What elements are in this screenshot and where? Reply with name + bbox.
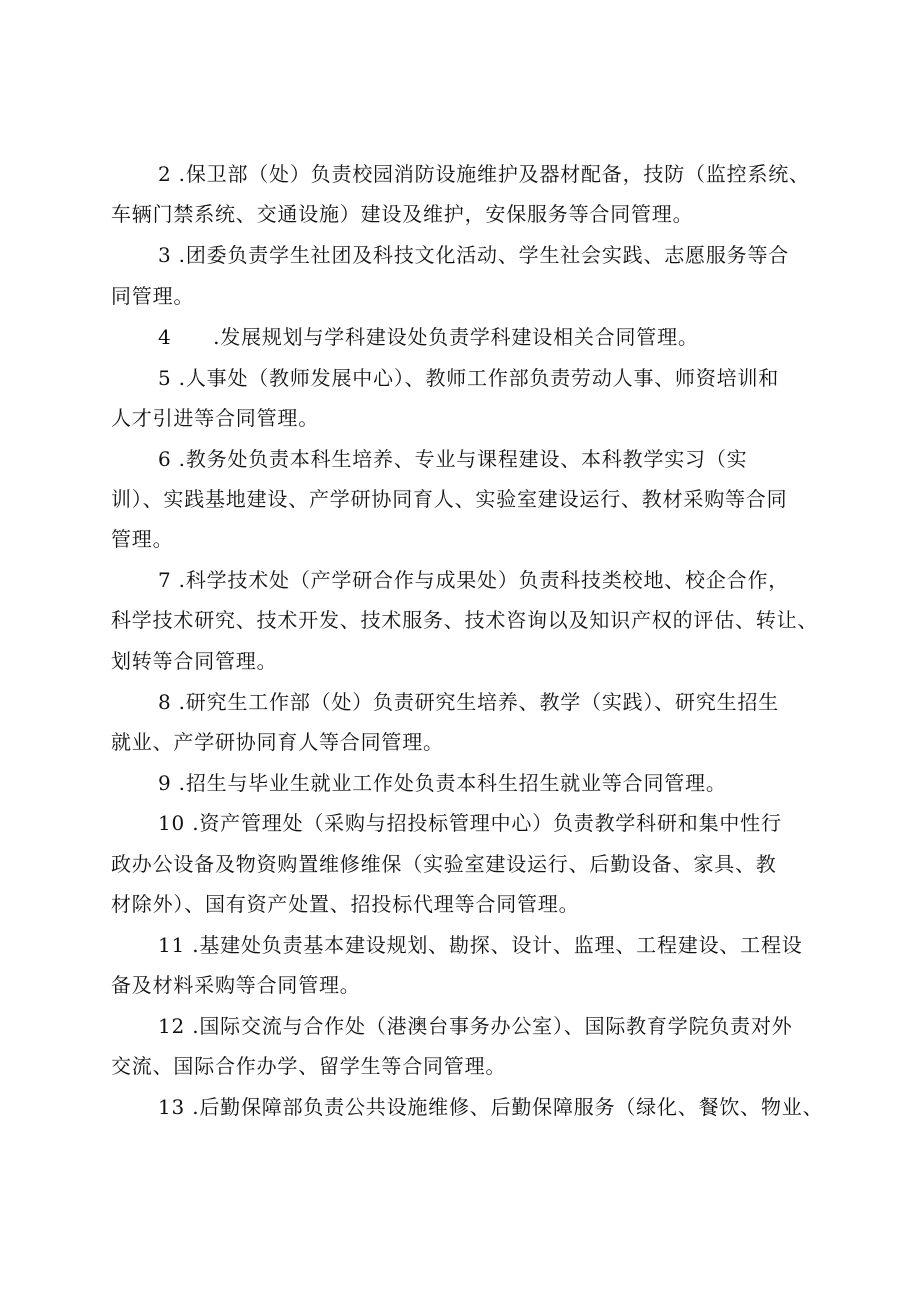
- item-4-line-1: 4 .发展规划与学科建设处负责学科建设相关合同管理。: [158, 325, 699, 349]
- item-2-line-2: 车辆门禁系统、交通设施）建设及维护，安保服务等合同管理。: [111, 202, 694, 226]
- item-7-line-1: 7 .科学技术处（产学研合作与成果处）负责科技类校地、校企合作，: [158, 568, 790, 592]
- item-5-line-2: 人才引进等合同管理。: [111, 406, 319, 430]
- item-9-line-1: 9 .招生与毕业生就业工作处负责本科生招生就业等合同管理。: [158, 771, 727, 795]
- item-11-line-1: 11 .基建处负责基本建设规划、勘探、设计、监理、工程建设、工程设: [158, 933, 803, 957]
- item-5-line-1: 5 .人事处（教师发展中心）、教师工作部负责劳动人事、师资培训和: [158, 366, 780, 390]
- item-7-line-3: 划转等合同管理。: [111, 649, 278, 673]
- item-8-line-2: 就业、产学研协同育人等合同管理。: [111, 730, 444, 754]
- item-3-line-1: 3 .团委负责学生社团及科技文化活动、学生社会实践、志愿服务等合: [158, 243, 790, 267]
- item-10-line-3: 材除外）、国有资产处置、招投标代理等合同管理。: [111, 892, 580, 916]
- item-3-line-2: 同管理。: [111, 284, 195, 308]
- item-8-line-1: 8 .研究生工作部（处）负责研究生培养、教学（实践）、研究生招生: [158, 690, 780, 714]
- item-2-line-1: 2 .保卫部（处）负责校园消防设施维护及器材配备，技防（监控系统、: [158, 162, 810, 186]
- item-12-line-2: 交流、国际合作办学、留学生等合同管理。: [111, 1054, 507, 1078]
- item-10-line-2: 政办公设备及物资购置维修维保（实验室建设运行、后勤设备、家具、教: [111, 852, 777, 876]
- item-6-line-3: 管理。: [111, 527, 174, 551]
- item-7-line-2: 科学技术研究、技术开发、技术服务、技术咨询以及知识产权的评估、转让、: [111, 608, 819, 632]
- item-6-line-1: 6 .教务处负责本科生培养、专业与课程建设、本科教学实习（实: [158, 447, 748, 471]
- item-10-line-1: 10 .资产管理处（采购与招投标管理中心）负责教学科研和集中性行: [158, 811, 782, 835]
- item-11-line-2: 备及材料采购等合同管理。: [111, 973, 361, 997]
- item-6-line-2: 训）、实践基地建设、产学研协同育人、实验室建设运行、教材采购等合同: [111, 487, 788, 511]
- item-13-line-1: 13 .后勤保障部负责公共设施维修、后勤保障服务（绿化、餐饮、物业、: [158, 1095, 824, 1119]
- item-12-line-1: 12 .国际交流与合作处（港澳台事务办公室）、国际教育学院负责对外: [158, 1014, 793, 1038]
